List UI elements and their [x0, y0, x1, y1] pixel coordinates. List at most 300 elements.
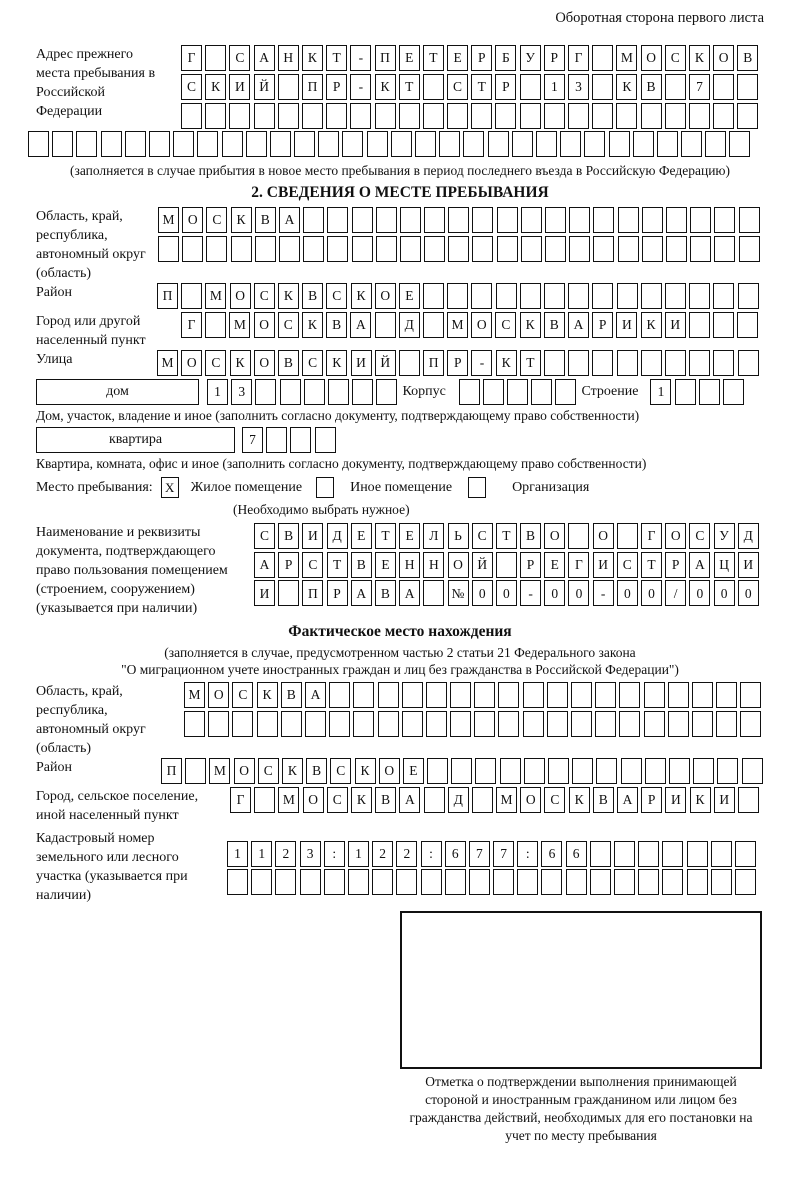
char-cell[interactable]: [638, 869, 659, 895]
char-cell[interactable]: А: [351, 580, 372, 606]
char-cell[interactable]: [402, 711, 423, 737]
char-cell[interactable]: В: [278, 523, 299, 549]
char-cell[interactable]: [699, 379, 720, 405]
char-cell[interactable]: 3: [568, 74, 589, 100]
char-cell[interactable]: [713, 312, 734, 338]
char-cell[interactable]: Р: [326, 74, 347, 100]
char-cell[interactable]: [229, 103, 250, 129]
char-cell[interactable]: [448, 207, 469, 233]
char-cell[interactable]: 7: [242, 427, 263, 453]
char-cell[interactable]: [315, 427, 336, 453]
char-cell[interactable]: [423, 103, 444, 129]
char-cell[interactable]: [447, 283, 468, 309]
char-cell[interactable]: [689, 312, 710, 338]
char-cell[interactable]: В: [375, 580, 396, 606]
char-cell[interactable]: Д: [448, 787, 469, 813]
char-cell[interactable]: Л: [423, 523, 444, 549]
char-cell[interactable]: 0: [641, 580, 662, 606]
char-cell[interactable]: С: [665, 45, 686, 71]
char-cell[interactable]: [399, 103, 420, 129]
char-cell[interactable]: С: [258, 758, 279, 784]
char-cell[interactable]: Р: [520, 552, 541, 578]
char-cell[interactable]: 3: [300, 841, 321, 867]
char-cell[interactable]: В: [281, 682, 302, 708]
char-cell[interactable]: [633, 131, 654, 157]
char-cell[interactable]: [327, 236, 348, 262]
char-cell[interactable]: [687, 841, 708, 867]
char-cell[interactable]: [270, 131, 291, 157]
char-cell[interactable]: О: [303, 787, 324, 813]
char-cell[interactable]: Г: [568, 45, 589, 71]
char-cell[interactable]: С: [232, 682, 253, 708]
char-cell[interactable]: 2: [372, 841, 393, 867]
char-cell[interactable]: [445, 869, 466, 895]
char-cell[interactable]: М: [278, 787, 299, 813]
char-cell[interactable]: К: [231, 207, 252, 233]
char-cell[interactable]: В: [641, 74, 662, 100]
char-cell[interactable]: Р: [641, 787, 662, 813]
char-cell[interactable]: [739, 207, 760, 233]
char-cell[interactable]: [507, 379, 528, 405]
char-cell[interactable]: [158, 236, 179, 262]
char-cell[interactable]: [303, 236, 324, 262]
char-cell[interactable]: И: [714, 787, 735, 813]
char-cell[interactable]: Д: [327, 523, 348, 549]
char-cell[interactable]: К: [278, 283, 299, 309]
char-cell[interactable]: 1: [544, 74, 565, 100]
char-cell[interactable]: В: [306, 758, 327, 784]
char-cell[interactable]: [555, 379, 576, 405]
char-cell[interactable]: [642, 236, 663, 262]
char-cell[interactable]: [545, 236, 566, 262]
char-cell[interactable]: Е: [447, 45, 468, 71]
char-cell[interactable]: [205, 312, 226, 338]
char-cell[interactable]: [713, 350, 734, 376]
char-cell[interactable]: [619, 682, 640, 708]
char-cell[interactable]: Г: [641, 523, 662, 549]
char-cell[interactable]: [520, 283, 541, 309]
char-cell[interactable]: [692, 682, 713, 708]
char-cell[interactable]: О: [713, 45, 734, 71]
char-cell[interactable]: :: [324, 841, 345, 867]
char-cell[interactable]: [614, 841, 635, 867]
char-cell[interactable]: [517, 869, 538, 895]
char-cell[interactable]: [547, 711, 568, 737]
char-cell[interactable]: [657, 131, 678, 157]
char-cell[interactable]: 1: [207, 379, 228, 405]
char-cell[interactable]: [266, 427, 287, 453]
char-cell[interactable]: Т: [423, 45, 444, 71]
char-cell[interactable]: А: [399, 787, 420, 813]
char-cell[interactable]: [423, 312, 444, 338]
char-cell[interactable]: [328, 379, 349, 405]
char-cell[interactable]: [665, 350, 686, 376]
char-cell[interactable]: А: [254, 45, 275, 71]
char-cell[interactable]: К: [302, 45, 323, 71]
char-cell[interactable]: [378, 682, 399, 708]
char-cell[interactable]: Е: [399, 523, 420, 549]
char-cell[interactable]: [399, 350, 420, 376]
char-cell[interactable]: [571, 682, 592, 708]
char-cell[interactable]: [227, 869, 248, 895]
char-cell[interactable]: Д: [399, 312, 420, 338]
char-cell[interactable]: О: [471, 312, 492, 338]
char-cell[interactable]: [348, 869, 369, 895]
char-cell[interactable]: К: [282, 758, 303, 784]
char-cell[interactable]: [280, 379, 301, 405]
char-cell[interactable]: [614, 869, 635, 895]
char-cell[interactable]: Р: [495, 74, 516, 100]
char-cell[interactable]: [523, 682, 544, 708]
char-cell[interactable]: Г: [568, 552, 589, 578]
char-cell[interactable]: М: [157, 350, 178, 376]
char-cell[interactable]: [665, 103, 686, 129]
char-cell[interactable]: Ц: [714, 552, 735, 578]
char-cell[interactable]: [662, 841, 683, 867]
char-cell[interactable]: [641, 103, 662, 129]
char-cell[interactable]: [181, 283, 202, 309]
char-cell[interactable]: [426, 711, 447, 737]
char-cell[interactable]: [353, 711, 374, 737]
char-cell[interactable]: [711, 869, 732, 895]
char-cell[interactable]: [278, 580, 299, 606]
char-cell[interactable]: [421, 869, 442, 895]
char-cell[interactable]: [472, 236, 493, 262]
char-cell[interactable]: Р: [447, 350, 468, 376]
char-cell[interactable]: [735, 869, 756, 895]
char-cell[interactable]: /: [665, 580, 686, 606]
char-cell[interactable]: [617, 523, 638, 549]
char-cell[interactable]: [665, 74, 686, 100]
char-cell[interactable]: [483, 379, 504, 405]
char-cell[interactable]: П: [423, 350, 444, 376]
char-cell[interactable]: [426, 682, 447, 708]
char-cell[interactable]: [290, 427, 311, 453]
char-cell[interactable]: [497, 236, 518, 262]
residence-type-checkbox-other[interactable]: [316, 477, 334, 498]
char-cell[interactable]: [675, 379, 696, 405]
char-cell[interactable]: Т: [471, 74, 492, 100]
char-cell[interactable]: Т: [641, 552, 662, 578]
char-cell[interactable]: С: [229, 45, 250, 71]
char-cell[interactable]: В: [544, 312, 565, 338]
char-cell[interactable]: [197, 131, 218, 157]
char-cell[interactable]: [569, 236, 590, 262]
char-cell[interactable]: [246, 131, 267, 157]
char-cell[interactable]: [572, 758, 593, 784]
char-cell[interactable]: [641, 350, 662, 376]
char-cell[interactable]: [616, 103, 637, 129]
char-cell[interactable]: С: [254, 523, 275, 549]
char-cell[interactable]: О: [379, 758, 400, 784]
char-cell[interactable]: П: [302, 580, 323, 606]
residence-type-checkbox-dwelling[interactable]: X: [161, 477, 179, 498]
char-cell[interactable]: С: [302, 350, 323, 376]
char-cell[interactable]: [488, 131, 509, 157]
char-cell[interactable]: О: [181, 350, 202, 376]
char-cell[interactable]: [206, 236, 227, 262]
char-cell[interactable]: [644, 711, 665, 737]
char-cell[interactable]: К: [326, 350, 347, 376]
char-cell[interactable]: [278, 103, 299, 129]
char-cell[interactable]: [617, 350, 638, 376]
char-cell[interactable]: А: [305, 682, 326, 708]
char-cell[interactable]: [251, 869, 272, 895]
char-cell[interactable]: С: [254, 283, 275, 309]
char-cell[interactable]: [353, 682, 374, 708]
char-cell[interactable]: [717, 758, 738, 784]
char-cell[interactable]: [181, 103, 202, 129]
char-cell[interactable]: [738, 283, 759, 309]
char-cell[interactable]: [596, 758, 617, 784]
char-cell[interactable]: У: [714, 523, 735, 549]
char-cell[interactable]: Е: [403, 758, 424, 784]
char-cell[interactable]: 1: [348, 841, 369, 867]
char-cell[interactable]: Т: [375, 523, 396, 549]
char-cell[interactable]: Р: [471, 45, 492, 71]
char-cell[interactable]: 0: [472, 580, 493, 606]
char-cell[interactable]: [326, 103, 347, 129]
char-cell[interactable]: [545, 207, 566, 233]
char-cell[interactable]: :: [517, 841, 538, 867]
char-cell[interactable]: [593, 236, 614, 262]
char-cell[interactable]: [495, 103, 516, 129]
char-cell[interactable]: [396, 869, 417, 895]
char-cell[interactable]: П: [302, 74, 323, 100]
char-cell[interactable]: [400, 236, 421, 262]
char-cell[interactable]: 0: [738, 580, 759, 606]
char-cell[interactable]: Д: [738, 523, 759, 549]
char-cell[interactable]: У: [520, 45, 541, 71]
char-cell[interactable]: [642, 207, 663, 233]
char-cell[interactable]: Ь: [448, 523, 469, 549]
char-cell[interactable]: [475, 758, 496, 784]
char-cell[interactable]: Р: [278, 552, 299, 578]
char-cell[interactable]: [738, 350, 759, 376]
char-cell[interactable]: Т: [327, 552, 348, 578]
char-cell[interactable]: В: [593, 787, 614, 813]
char-cell[interactable]: С: [330, 758, 351, 784]
char-cell[interactable]: [714, 236, 735, 262]
char-cell[interactable]: [302, 103, 323, 129]
char-cell[interactable]: [324, 869, 345, 895]
char-cell[interactable]: [740, 682, 761, 708]
char-cell[interactable]: К: [302, 312, 323, 338]
char-cell[interactable]: П: [375, 45, 396, 71]
char-cell[interactable]: [595, 682, 616, 708]
char-cell[interactable]: [275, 869, 296, 895]
char-cell[interactable]: [329, 711, 350, 737]
char-cell[interactable]: [544, 103, 565, 129]
char-cell[interactable]: [548, 758, 569, 784]
char-cell[interactable]: Г: [230, 787, 251, 813]
char-cell[interactable]: [255, 236, 276, 262]
char-cell[interactable]: [668, 711, 689, 737]
char-cell[interactable]: [375, 103, 396, 129]
char-cell[interactable]: [205, 45, 226, 71]
char-cell[interactable]: [737, 74, 758, 100]
char-cell[interactable]: И: [351, 350, 372, 376]
char-cell[interactable]: К: [641, 312, 662, 338]
char-cell[interactable]: [523, 711, 544, 737]
char-cell[interactable]: 6: [566, 841, 587, 867]
char-cell[interactable]: [173, 131, 194, 157]
char-cell[interactable]: [76, 131, 97, 157]
char-cell[interactable]: [257, 711, 278, 737]
char-cell[interactable]: [448, 236, 469, 262]
char-cell[interactable]: [716, 711, 737, 737]
char-cell[interactable]: 1: [227, 841, 248, 867]
char-cell[interactable]: И: [616, 312, 637, 338]
char-cell[interactable]: [618, 207, 639, 233]
char-cell[interactable]: [423, 74, 444, 100]
char-cell[interactable]: К: [569, 787, 590, 813]
char-cell[interactable]: И: [254, 580, 275, 606]
char-cell[interactable]: [705, 131, 726, 157]
char-cell[interactable]: Б: [495, 45, 516, 71]
char-cell[interactable]: [645, 758, 666, 784]
char-cell[interactable]: [205, 103, 226, 129]
char-cell[interactable]: [304, 379, 325, 405]
char-cell[interactable]: О: [544, 523, 565, 549]
char-cell[interactable]: О: [665, 523, 686, 549]
char-cell[interactable]: [689, 350, 710, 376]
char-cell[interactable]: 0: [544, 580, 565, 606]
char-cell[interactable]: [424, 207, 445, 233]
char-cell[interactable]: [590, 869, 611, 895]
char-cell[interactable]: О: [254, 312, 275, 338]
char-cell[interactable]: 0: [568, 580, 589, 606]
char-cell[interactable]: [424, 787, 445, 813]
residence-type-checkbox-organization[interactable]: [468, 477, 486, 498]
char-cell[interactable]: И: [665, 787, 686, 813]
char-cell[interactable]: С: [326, 283, 347, 309]
char-cell[interactable]: [592, 350, 613, 376]
char-cell[interactable]: [329, 682, 350, 708]
char-cell[interactable]: [666, 236, 687, 262]
char-cell[interactable]: Е: [544, 552, 565, 578]
char-cell[interactable]: 2: [396, 841, 417, 867]
char-cell[interactable]: [690, 236, 711, 262]
char-cell[interactable]: [327, 207, 348, 233]
char-cell[interactable]: [716, 682, 737, 708]
char-cell[interactable]: И: [302, 523, 323, 549]
char-cell[interactable]: [681, 131, 702, 157]
char-cell[interactable]: О: [208, 682, 229, 708]
char-cell[interactable]: -: [350, 74, 371, 100]
char-cell[interactable]: [496, 552, 517, 578]
char-cell[interactable]: [568, 350, 589, 376]
char-cell[interactable]: [376, 236, 397, 262]
char-cell[interactable]: О: [375, 283, 396, 309]
char-cell[interactable]: [279, 236, 300, 262]
char-cell[interactable]: [544, 350, 565, 376]
char-cell[interactable]: К: [689, 45, 710, 71]
char-cell[interactable]: [711, 841, 732, 867]
char-cell[interactable]: К: [520, 312, 541, 338]
char-cell[interactable]: [232, 711, 253, 737]
char-cell[interactable]: Т: [326, 45, 347, 71]
char-cell[interactable]: [439, 131, 460, 157]
char-cell[interactable]: [621, 758, 642, 784]
char-cell[interactable]: М: [496, 787, 517, 813]
char-cell[interactable]: [255, 379, 276, 405]
char-cell[interactable]: [415, 131, 436, 157]
char-cell[interactable]: И: [229, 74, 250, 100]
char-cell[interactable]: [566, 869, 587, 895]
char-cell[interactable]: [569, 207, 590, 233]
char-cell[interactable]: 3: [231, 379, 252, 405]
char-cell[interactable]: [52, 131, 73, 157]
char-cell[interactable]: [372, 869, 393, 895]
char-cell[interactable]: [584, 131, 605, 157]
char-cell[interactable]: С: [302, 552, 323, 578]
char-cell[interactable]: [222, 131, 243, 157]
char-cell[interactable]: С: [181, 74, 202, 100]
char-cell[interactable]: [737, 312, 758, 338]
char-cell[interactable]: Р: [544, 45, 565, 71]
char-cell[interactable]: О: [593, 523, 614, 549]
char-cell[interactable]: [644, 682, 665, 708]
char-cell[interactable]: [184, 711, 205, 737]
char-cell[interactable]: [278, 74, 299, 100]
char-cell[interactable]: [352, 379, 373, 405]
char-cell[interactable]: М: [229, 312, 250, 338]
char-cell[interactable]: С: [447, 74, 468, 100]
char-cell[interactable]: [450, 711, 471, 737]
char-cell[interactable]: [619, 711, 640, 737]
char-cell[interactable]: [662, 869, 683, 895]
char-cell[interactable]: В: [255, 207, 276, 233]
char-cell[interactable]: О: [230, 283, 251, 309]
char-cell[interactable]: [493, 869, 514, 895]
char-cell[interactable]: [423, 580, 444, 606]
char-cell[interactable]: [520, 103, 541, 129]
char-cell[interactable]: [595, 711, 616, 737]
char-cell[interactable]: [735, 841, 756, 867]
char-cell[interactable]: А: [568, 312, 589, 338]
char-cell[interactable]: Й: [472, 552, 493, 578]
char-cell[interactable]: [498, 682, 519, 708]
char-cell[interactable]: [531, 379, 552, 405]
char-cell[interactable]: [742, 758, 763, 784]
char-cell[interactable]: [391, 131, 412, 157]
char-cell[interactable]: [713, 283, 734, 309]
char-cell[interactable]: Е: [399, 45, 420, 71]
char-cell[interactable]: Й: [375, 350, 396, 376]
char-cell[interactable]: [729, 131, 750, 157]
char-cell[interactable]: [560, 131, 581, 157]
char-cell[interactable]: Н: [423, 552, 444, 578]
char-cell[interactable]: [125, 131, 146, 157]
char-cell[interactable]: [182, 236, 203, 262]
char-cell[interactable]: А: [689, 552, 710, 578]
char-cell[interactable]: [375, 312, 396, 338]
char-cell[interactable]: [463, 131, 484, 157]
char-cell[interactable]: [318, 131, 339, 157]
char-cell[interactable]: Е: [399, 283, 420, 309]
char-cell[interactable]: [692, 711, 713, 737]
char-cell[interactable]: 1: [650, 379, 671, 405]
char-cell[interactable]: И: [593, 552, 614, 578]
char-cell[interactable]: [28, 131, 49, 157]
char-cell[interactable]: Р: [327, 580, 348, 606]
char-cell[interactable]: Р: [592, 312, 613, 338]
char-cell[interactable]: [689, 283, 710, 309]
char-cell[interactable]: [300, 869, 321, 895]
char-cell[interactable]: К: [496, 350, 517, 376]
char-cell[interactable]: [689, 103, 710, 129]
